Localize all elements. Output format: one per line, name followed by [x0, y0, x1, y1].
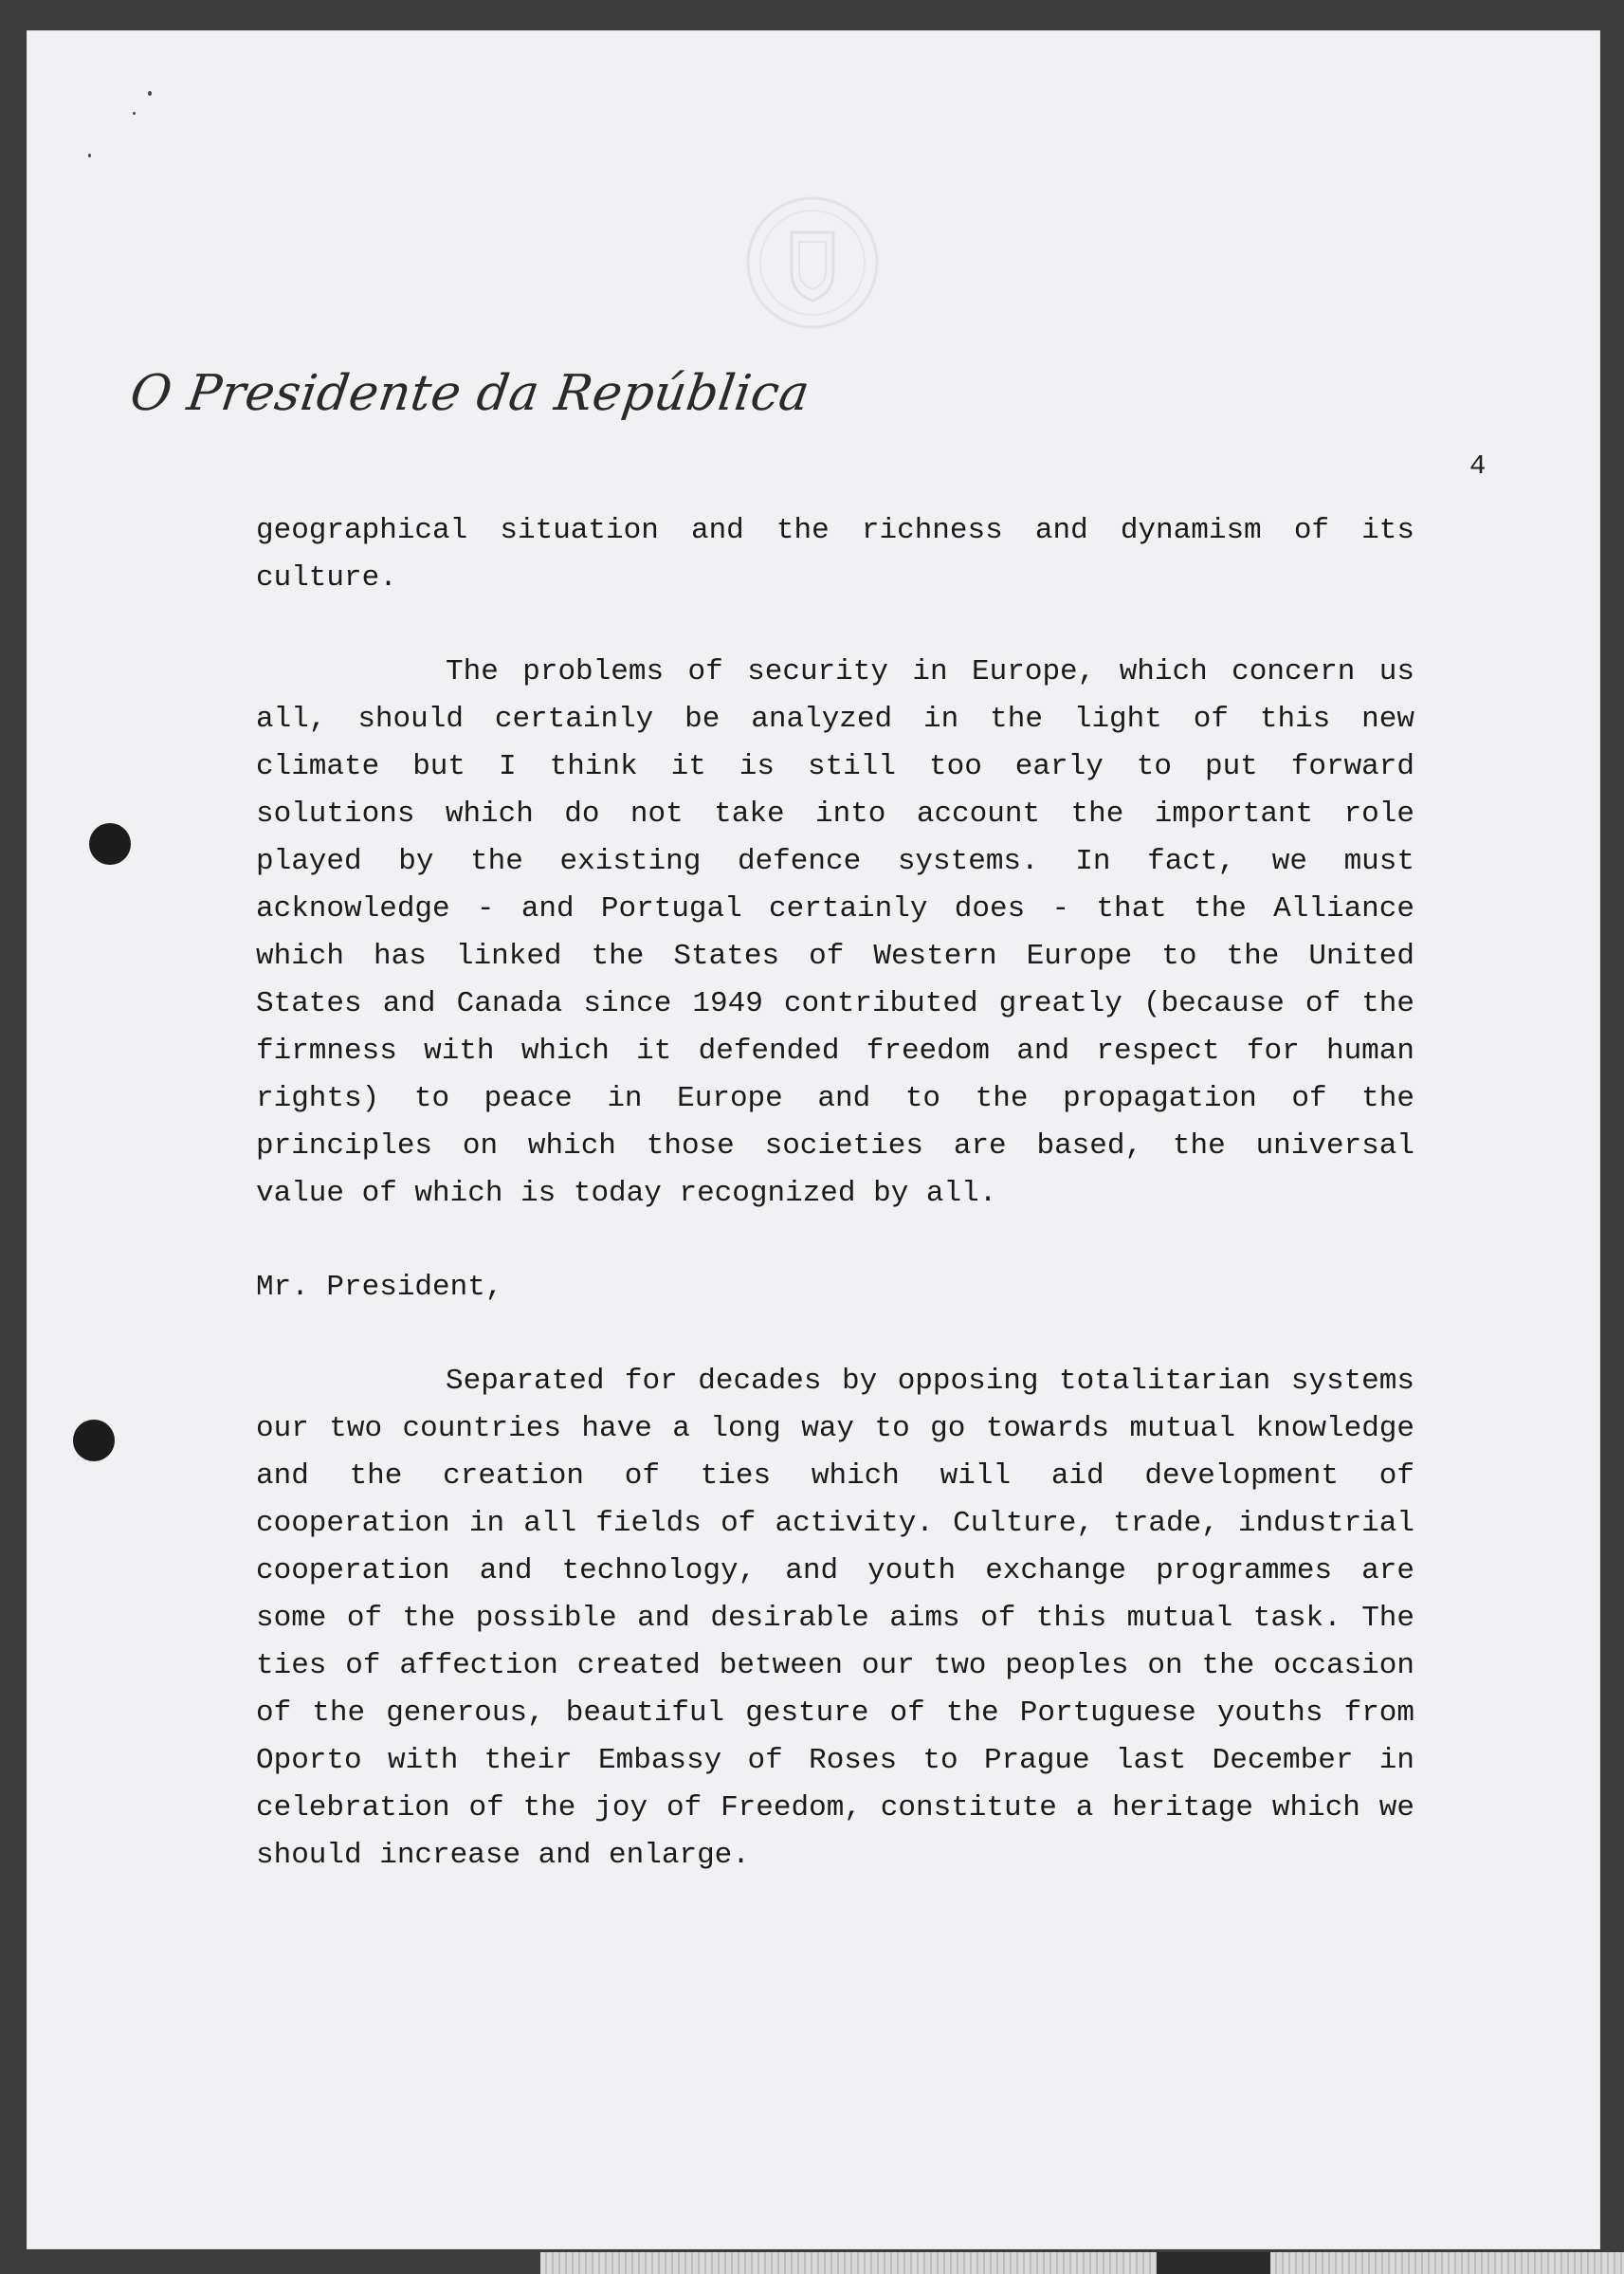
coat-of-arms-emblem-icon [744, 194, 882, 332]
paragraph-continuation: geographical situation and the richness and dynamism of its culture. [256, 514, 1414, 595]
paragraph-security: The problems of security in Europe, which concern us all, should certainly be analyzed in the light of this new climate but I think it is still too early to put forward solutions which do not take into account the important role played by the existing defence systems. In fact, we must acknowledge - and Portugal certainly does - that the Alliance which has linked the States of Western Europe to the United States and Canada since 1949 contributed greatly (because of the firmness with which it defended freedom and respect for human rights) to peace in Europe and to the propagation of the principles on which those societies are based, the universal value of which is today recognized by all. [256, 655, 1414, 1210]
scanner-edge-dark [1157, 2252, 1270, 2274]
salutation: Mr. President, [256, 1271, 503, 1304]
paragraph-cooperation: Separated for decades by opposing totalitarian systems our two countries have a long way to go towards mutual knowledge and the creation of ties which will aid development of cooperation in all fields of activity. Culture, trade, industrial cooperation and technology, and youth exchange programmes are some of the possible and desirable aims of this mutual task. The ties of affection created between our two peoples on the occasion of the generous, beautiful gesture of the Portuguese youths from Oporto with their Embassy of Roses to Prague last December in celebration of the joy of Freedom, constitute a heritage which we should increase and enlarge. [256, 1365, 1414, 1872]
document-page [27, 30, 1600, 2249]
ink-speck [88, 154, 91, 157]
scanner-edge-strip [540, 2252, 1624, 2274]
page-number: 4 [1469, 450, 1487, 482]
ink-speck [133, 112, 136, 115]
ink-speck [148, 91, 152, 96]
letterhead-title: O Presidente da República [126, 365, 813, 422]
binder-hole-top [89, 823, 131, 865]
letter-body [256, 507, 1414, 1926]
binder-hole-bottom [73, 1420, 115, 1461]
